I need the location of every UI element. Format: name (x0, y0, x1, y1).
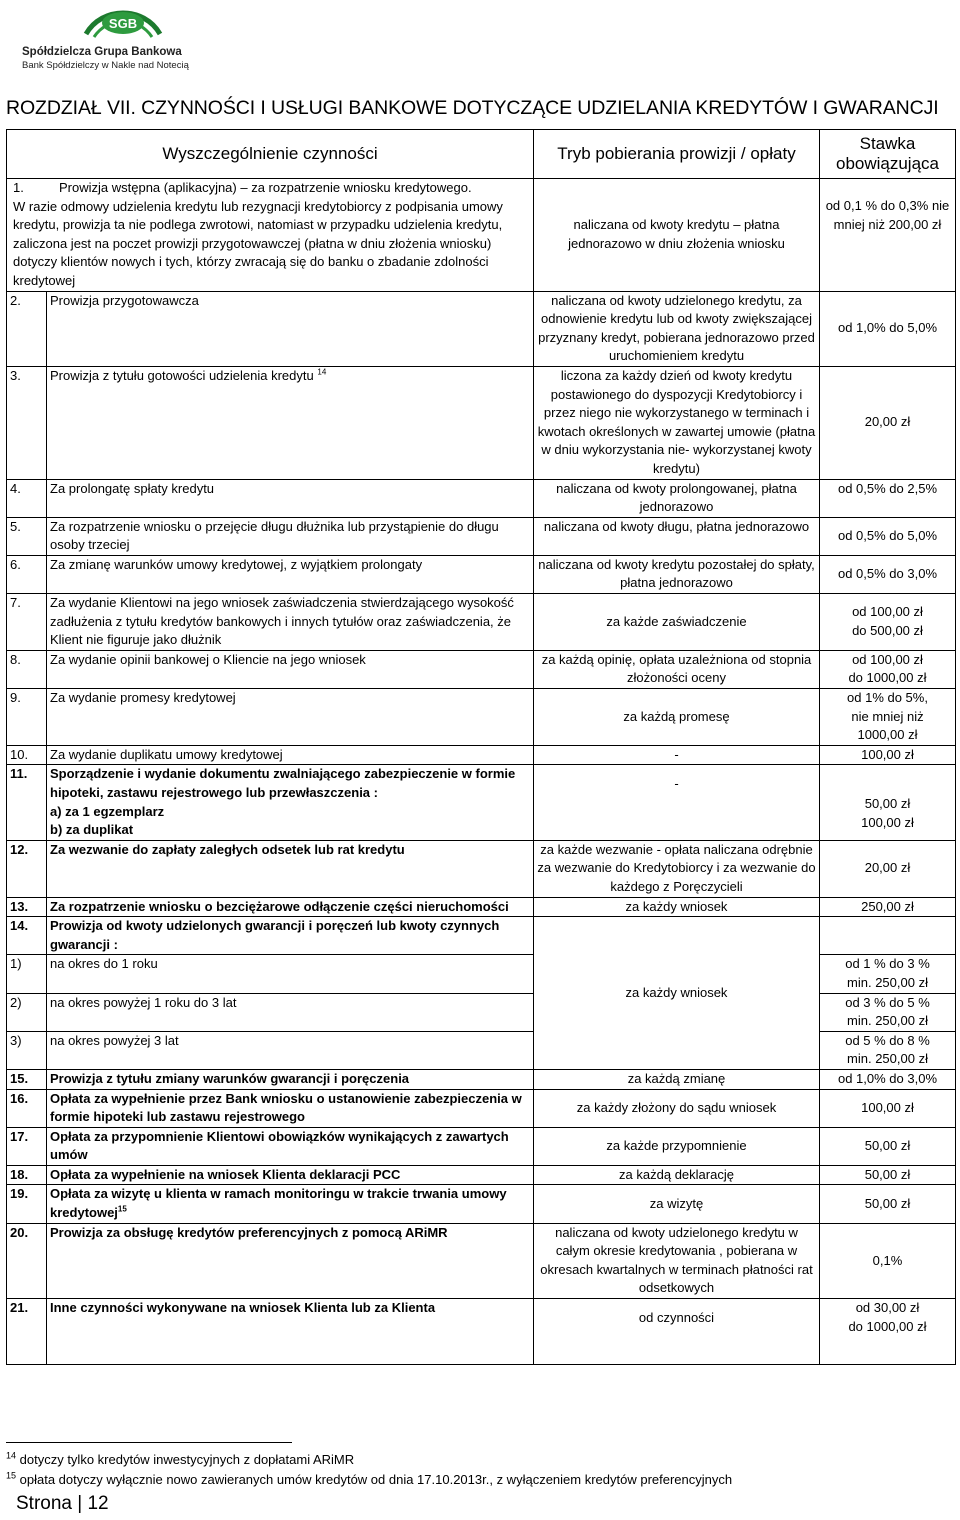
row-description: W razie odmowy udzielenia kredytu lub rezygnacji kredytobiorcy z podpisania umowy kredytu, prowizja ta nie podlega zwrotowi, natomiast w przypadku udzielenia kredytu, zaliczona jest na poczet prowizji przygotowawczej (płatna w dniu złożenia wniosku) dotyczy klientów nowych i tych, którzy zwracają się do banku o zbadanie zdolności kredytowej (13, 198, 503, 288)
footnote-number: 14 (6, 1450, 17, 1461)
page-number: Strona | 12 (16, 1493, 109, 1514)
subrow-rate-a: od 1 % do 3 % (845, 956, 930, 972)
row-rate: 250,00 zł (820, 897, 956, 917)
row-number: 14. (7, 917, 47, 955)
footnote-separator (6, 1442, 292, 1443)
row-sub-b: b) za duplikat (50, 822, 134, 838)
row-rate: od 1,0% do 3,0% (820, 1069, 956, 1089)
row-mode: liczona za każdy dzień od kwoty kredytu postawionego do dyspozycji Kredytobiorcy i przez niego nie wykorzystanego w terminach i kwotach określonych w zawartej umowie (płatna w dniu wykorzystania nie- wykorzystanej kwoty kredytu) (534, 366, 820, 479)
row-mode: za każdą promesę (534, 689, 820, 746)
row-number: 15. (7, 1069, 47, 1089)
subrow-rate-a: od 3 % do 5 % (845, 994, 930, 1010)
header-mode: Tryb pobierania prowizji / opłaty (534, 130, 820, 179)
row-title: Za rozpatrzenie wniosku o przejęcie długu dłużnika lub przystąpienie do długu osoby trzeciej (47, 517, 534, 555)
row-number: 16. (7, 1089, 47, 1127)
footnote-15 (6, 1472, 732, 1487)
row-rate-min: od 100,00 zł (852, 651, 923, 667)
table-row (7, 1223, 956, 1298)
row-title: Opłata za przypomnienie Klientowi obowiązków wynikających z zawartych umów (47, 1127, 534, 1165)
row-title: Za zmianę warunków umowy kredytowej, z wyjątkiem prolongaty (47, 555, 534, 593)
row-rate: od 0,5% do 3,0% (820, 555, 956, 593)
logo-name: Spółdzielcza Grupa Bankowa (22, 46, 182, 58)
row-title: Prowizja za obsługę kredytów preferencyjnych z pomocą ARiMR (47, 1223, 534, 1298)
row-title: Prowizja wstępna (aplikacyjna) – za rozpatrzenie wniosku kredytowego. (59, 180, 472, 195)
table-row (7, 917, 956, 955)
row-rate-cell (820, 689, 956, 746)
subrow-rate-b: min. 250,00 zł (847, 1013, 928, 1029)
row-rate-max: do 1000,00 zł (848, 1318, 927, 1334)
row-number: 21. (7, 1299, 47, 1365)
table-row (7, 1185, 956, 1223)
row-rate: 20,00 zł (820, 840, 956, 897)
row-title-cell (47, 366, 534, 479)
row-title: Opłata za wizytę u klienta w ramach monitoringu w trakcie trwania umowy kredytowej (50, 1186, 507, 1221)
row-rate: od 0,5% do 5,0% (820, 517, 956, 555)
table-header (7, 130, 956, 179)
row-rate-b: nie mniej niż (851, 708, 924, 724)
subrow-rate-b: min. 250,00 zł (847, 1051, 928, 1067)
row-number: 19. (7, 1185, 47, 1223)
chapter-title: ROZDZIAŁ VII. CZYNNOŚCI I USŁUGI BANKOWE DOTYCZĄCE UDZIELANIA KREDYTÓW I GWARANCJI (6, 97, 939, 119)
table-row (7, 555, 956, 593)
table-row (7, 179, 956, 292)
row-mode: za każdą zmianę (534, 1069, 820, 1089)
table-row (7, 291, 956, 366)
row-number: 3. (7, 366, 47, 479)
row-sub-a: a) za 1 egzemplarz (50, 803, 165, 819)
subrow-rate-cell (820, 1031, 956, 1069)
footnote-ref: 14 (317, 367, 327, 377)
table-row (7, 594, 956, 651)
table-row (7, 1089, 956, 1127)
subrow-title: na okres powyżej 1 roku do 3 lat (47, 993, 534, 1031)
row-rate: 50,00 zł (820, 1127, 956, 1165)
row-number: 13. (7, 897, 47, 917)
row-rate: 50,00 zł (820, 1185, 956, 1223)
table-row (7, 1127, 956, 1165)
row-title: Prowizja z tytułu gotowości udzielenia kredytu (50, 367, 314, 383)
header-item: Wyszczególnienie czynności (7, 130, 534, 179)
logo-subtitle: Bank Spółdzielczy w Nakle nad Notecią (22, 60, 189, 71)
row-mode: za każdy złożony do sądu wniosek (534, 1089, 820, 1127)
sgb-emblem-icon (82, 4, 164, 44)
row-title: Za wezwanie do zapłaty zaległych odsetek lub rat kredytu (47, 840, 534, 897)
footnote-14 (6, 1452, 354, 1467)
row-mode: od czynności (534, 1299, 820, 1365)
row-title: Prowizja od kwoty udzielonych gwarancji i poręczeń lub kwoty czynnych gwarancji : (47, 917, 534, 955)
bank-logo (22, 4, 222, 70)
subrow-number: 1) (7, 955, 47, 993)
subrow-rate-cell (820, 955, 956, 993)
row-title: Za rozpatrzenie wniosku o bezciężarowe odłączenie części nieruchomości (47, 897, 534, 917)
table-row (7, 1165, 956, 1185)
row-rate: od 0,1 % do 0,3% nie mniej niż 200,00 zł (820, 179, 956, 292)
row-mode: za każdą deklarację (534, 1165, 820, 1185)
row-mode: naliczana od kwoty kredytu pozostałej do spłaty, płatna jednorazowo (534, 555, 820, 593)
row-rate-a: od 1% do 5%, (847, 690, 928, 706)
row-rate: 0,1% (820, 1223, 956, 1298)
row-mode: za wizytę (534, 1185, 820, 1223)
row-rate-b: 100,00 zł (861, 815, 914, 830)
row-rate-c: 1000,00 zł (857, 727, 918, 743)
row-mode: za każdy wniosek (534, 917, 820, 1070)
table-row (7, 479, 956, 517)
row-mode: naliczana od kwoty długu, płatna jednorazowo (534, 517, 820, 555)
footnote-number: 15 (6, 1470, 17, 1481)
row-rate-max: do 1000,00 zł (848, 670, 927, 686)
footnote-text: opłata dotyczy wyłącznie nowo zawieranych umów kredytów od dnia 17.10.2013r., z wyłączeniem kredytów preferencyjnych (19, 1472, 733, 1487)
row-rate-empty (820, 917, 956, 955)
row-rate: od 0,5% do 2,5% (820, 479, 956, 517)
row-mode: naliczana od kwoty prolongowanej, płatna jednorazowo (534, 479, 820, 517)
table-row (7, 1069, 956, 1089)
subrow-rate-a: od 5 % do 8 % (845, 1032, 930, 1048)
table-row (7, 517, 956, 555)
row-title: Prowizja przygotowawcza (47, 291, 534, 366)
row-title: Inne czynności wykonywane na wniosek Klienta lub za Klienta (47, 1299, 534, 1365)
emblem-text: SGB (108, 16, 138, 31)
subrow-number: 3) (7, 1031, 47, 1069)
row-rate: 100,00 zł (820, 1089, 956, 1127)
row-rate-max: do 500,00 zł (852, 622, 923, 638)
row-title: Opłata za wypełnienie na wniosek Klienta deklaracji PCC (47, 1165, 534, 1185)
row-number: 17. (7, 1127, 47, 1165)
row-rate: 20,00 zł (820, 366, 956, 479)
row-mode: naliczana od kwoty udzielonego kredytu w całym okresie kredytowania , pobierana w okresach kwartalnych w terminach płatności rat odsetkowych (534, 1223, 820, 1298)
row-rate-cell (820, 594, 956, 651)
subrow-title: na okres powyżej 3 lat (47, 1031, 534, 1069)
row-title: Za wydanie promesy kredytowej (47, 689, 534, 746)
row-number: 7. (7, 594, 47, 651)
row-title: Za wydanie opinii bankowej o Kliencie na jego wniosek (47, 650, 534, 688)
row-number: 18. (7, 1165, 47, 1185)
row-rate: od 1,0% do 5,0% (820, 291, 956, 366)
table-row (7, 765, 956, 840)
row-mode: naliczana od kwoty kredytu – płatna jednorazowo w dniu złożenia wniosku (534, 179, 820, 292)
row-mode: za każdy wniosek (534, 897, 820, 917)
row-mode: - (534, 765, 820, 840)
row-number: 5. (7, 517, 47, 555)
row-mode: za każde zaświadczenie (534, 594, 820, 651)
row-rate-min: od 100,00 zł (852, 604, 923, 620)
row-rate-cell (820, 650, 956, 688)
table-row (7, 1299, 956, 1365)
row-mode: za każdą opinię, opłata uzależniona od stopnia złożoności oceny (534, 650, 820, 688)
row-number: 2. (7, 291, 47, 366)
table-row (7, 745, 956, 765)
row-rate-a: 50,00 zł (864, 796, 911, 812)
footnote-text: dotyczy tylko kredytów inwestycyjnych z dopłatami ARiMR (19, 1452, 355, 1467)
row-rate-cell (820, 1299, 956, 1365)
row-number: 11. (7, 765, 47, 840)
row-number: 1. (13, 180, 24, 195)
row-rate: 100,00 zł (820, 745, 956, 765)
row-number: 10. (7, 745, 47, 765)
row-number: 12. (7, 840, 47, 897)
row-number: 6. (7, 555, 47, 593)
table-row (7, 897, 956, 917)
row-title-cell (47, 1185, 534, 1223)
row-title: Sporządzenie i wydanie dokumentu zwalniającego zabezpieczenie w formie hipoteki, zastawu rejestrowego lub przewłaszczenia : (50, 766, 516, 800)
row-title-cell (47, 765, 534, 840)
row-number: 20. (7, 1223, 47, 1298)
fees-table (6, 129, 956, 1365)
table-row (7, 650, 956, 688)
row-mode: za każde przypomnienie (534, 1127, 820, 1165)
row-number: 8. (7, 650, 47, 688)
subrow-rate-cell (820, 993, 956, 1031)
row-title: Za prolongatę spłaty kredytu (47, 479, 534, 517)
table-row (7, 840, 956, 897)
row-title: Opłata za wypełnienie przez Bank wniosku o ustanowienie zabezpieczenia w formie hipoteki lub zastawu rejestrowego (47, 1089, 534, 1127)
row-mode: naliczana od kwoty udzielonego kredytu, za odnowienie kredytu lub od kwoty zwiększającej przyznany kredyt, pobierana jednorazowo przed uruchomieniem kredytu (534, 291, 820, 366)
row-title: Za wydanie Klientowi na jego wniosek zaświadczenia stwierdzającego wysokość zadłużenia z tytułu kredytów bankowych i innych tytułów oraz zaświadczenia, że Klient nie figuruje jako dłużnik (47, 594, 534, 651)
row-rate-cell (820, 765, 956, 840)
subrow-rate-b: min. 250,00 zł (847, 974, 928, 990)
table-row (7, 689, 956, 746)
subrow-title: na okres do 1 roku (47, 955, 534, 993)
header-rate: Stawka obowiązująca (820, 130, 956, 179)
row-title: Za wydanie duplikatu umowy kredytowej (47, 745, 534, 765)
row-number: 4. (7, 479, 47, 517)
row-mode: - (534, 745, 820, 765)
subrow-number: 2) (7, 993, 47, 1031)
footnote-ref: 15 (117, 1204, 127, 1214)
row-number: 9. (7, 689, 47, 746)
row-mode: za każde wezwanie - opłata naliczana odrębnie za wezwanie do Kredytobiorcy i za wezwanie do każdego z Poręczycieli (534, 840, 820, 897)
table-row (7, 366, 956, 479)
row-title: Prowizja z tytułu zmiany warunków gwarancji i poręczenia (47, 1069, 534, 1089)
row-rate: 50,00 zł (820, 1165, 956, 1185)
row-rate-min: od 30,00 zł (855, 1300, 920, 1316)
